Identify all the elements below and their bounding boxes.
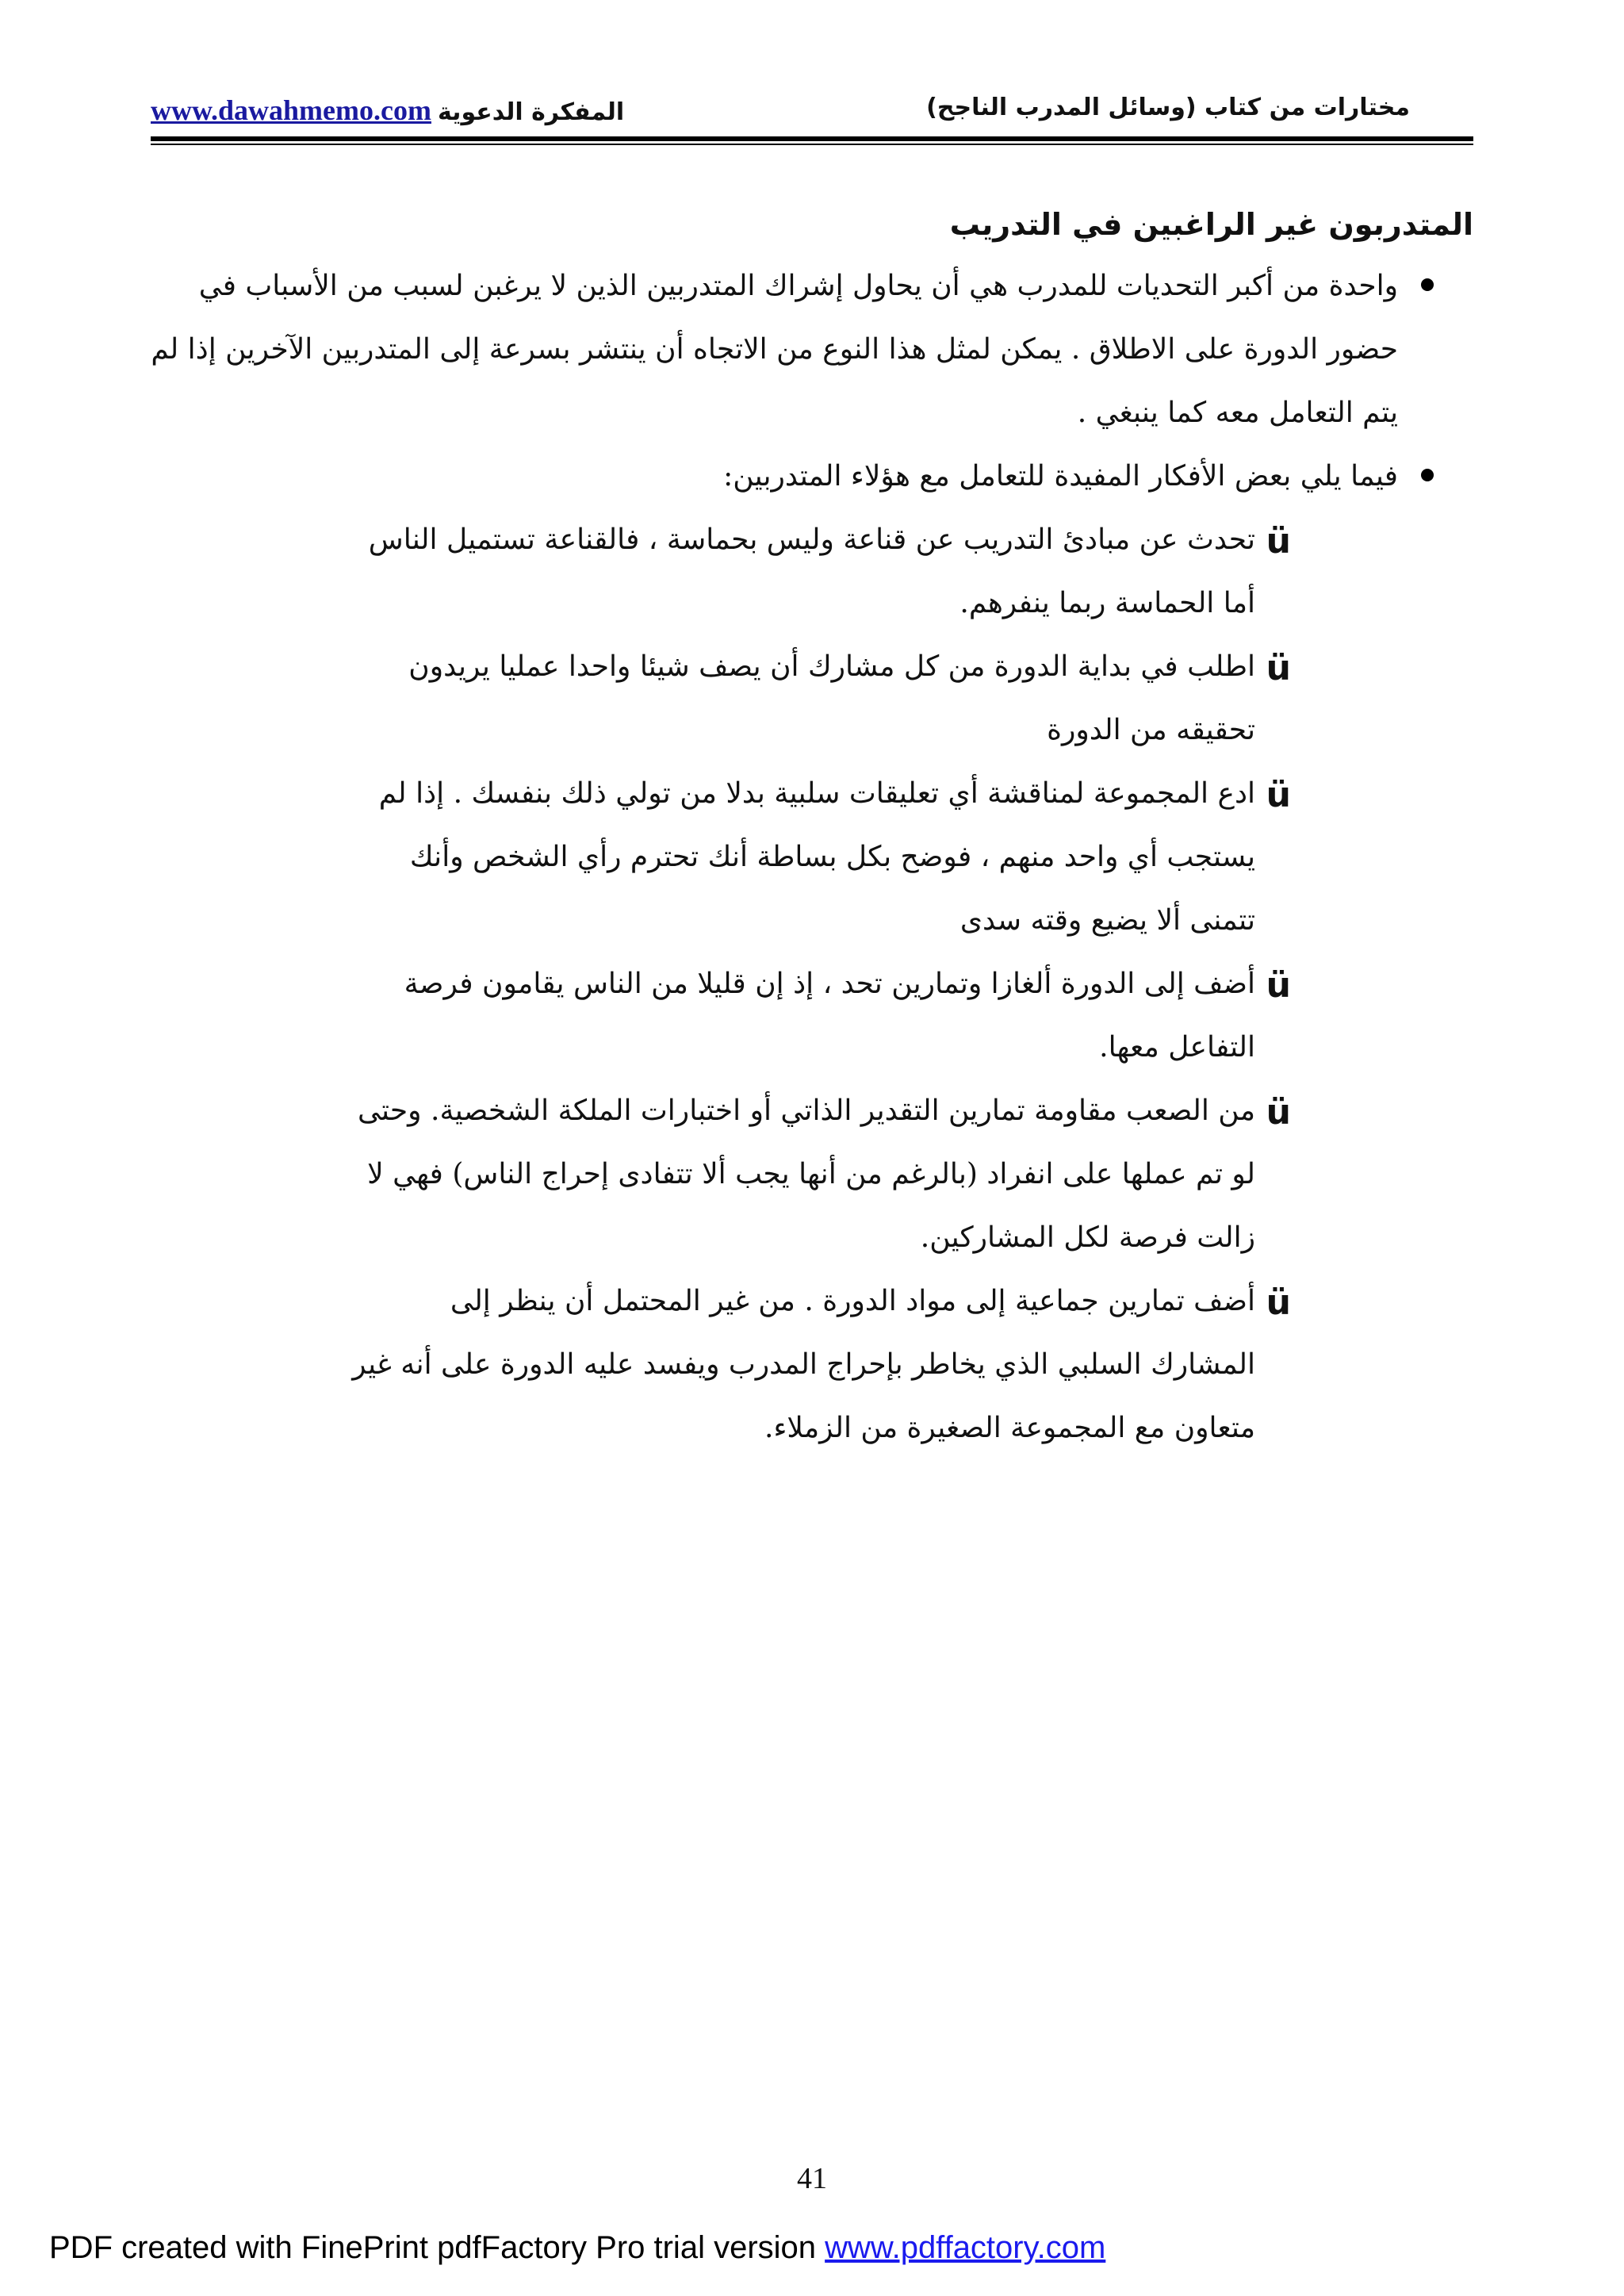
tip-text: أضف إلى الدورة ألغازا وتمارين تحد ، إذ إن قليلا من الناس يقامون فرصة التفاعل معها.	[404, 968, 1255, 1064]
tip-item	[151, 762, 1473, 953]
tip-item	[151, 1079, 1473, 1270]
tip-item	[151, 953, 1473, 1079]
tip-text: أضف تمارين جماعية إلى مواد الدورة . من غير المحتمل أن ينظر إلى المشارك السلبي الذي يخاطر بإحراج المدرب ويفسد عليه الدورة على أنه غير متعاون مع المجموعة الصغيرة من الزملاء.	[352, 1285, 1255, 1444]
checkmark-icon: ü	[1266, 648, 1291, 688]
tip-text: اطلب في بداية الدورة من كل مشارك أن يصف شيئا واحدا عمليا يريدون تحقيقه من الدورة	[408, 650, 1255, 746]
site-credit	[151, 94, 624, 127]
tips-list	[151, 508, 1473, 1460]
tip-item	[151, 635, 1473, 762]
footer-link[interactable]: www.pdffactory.com	[825, 2230, 1106, 2265]
bullet-dot	[1421, 278, 1434, 291]
main-content	[151, 194, 1473, 1460]
site-url-link[interactable]: www.dawahmemo.com	[151, 94, 431, 126]
header-rule-thick	[151, 136, 1473, 141]
tip-item	[151, 508, 1473, 635]
site-name: المفكرة الدعوية	[437, 98, 625, 126]
tip-text: تحدث عن مبادئ التدريب عن قناعة وليس بحماسة ، فالقناعة تستميل الناس أما الحماسة ربما ينفرهم.	[368, 523, 1255, 619]
page-number: 41	[797, 2162, 827, 2195]
section-title: المتدربون غير الراغبين في التدريب	[949, 207, 1473, 242]
tip-text: ادع المجموعة لمناقشة أي تعليقات سلبية بدلا من تولي ذلك بنفسك . إذا لم يستجب أي واحد منهم ، فوضح بكل بساطة أنك تحترم رأي الشخص وأنك تتمنى ألا يضيع وقته سدى	[378, 777, 1255, 937]
bullet-text: فيما يلي بعض الأفكار المفيدة للتعامل مع هؤلاء المتدربين:	[723, 460, 1398, 493]
checkmark-icon: ü	[1266, 1092, 1291, 1133]
bullet-item	[151, 255, 1473, 445]
book-title: مختارات من كتاب (وسائل المدرب الناجح)	[926, 94, 1410, 121]
tip-item	[151, 1270, 1473, 1460]
checkmark-icon: ü	[1266, 965, 1291, 1006]
header-rule-thin	[151, 144, 1473, 145]
page-header	[151, 94, 1473, 138]
checkmark-icon: ü	[1266, 775, 1291, 815]
bullet-item	[151, 445, 1473, 508]
bullet-text: واحدة من أكبر التحديات للمدرب هي أن يحاول إشراك المتدربين الذين لا يرغبن لسبب من الأسباب في حضور الدورة على الاطلاق . يمكن لمثل هذا النوع من الاتجاه أن ينتشر بسرعة إلى المتدربين الآخرين إذا لم يتم التعامل معه كما ينبغي .	[151, 270, 1398, 429]
bullet-dot	[1421, 469, 1434, 481]
tip-text: من الصعب مقاومة تمارين التقدير الذاتي أو اختبارات الملكة الشخصية. وحتى لو تم عملها على انفراد (بالرغم من أنها يجب ألا تتفادى إحراج الناس) فهي لا زالت فرصة لكل المشاركين.	[358, 1094, 1255, 1254]
checkmark-icon: ü	[1266, 1282, 1291, 1323]
checkmark-icon: ü	[1266, 521, 1291, 562]
pdf-footer	[49, 2230, 1105, 2266]
footer-text: PDF created with FinePrint pdfFactory Pro trial version	[49, 2230, 825, 2265]
